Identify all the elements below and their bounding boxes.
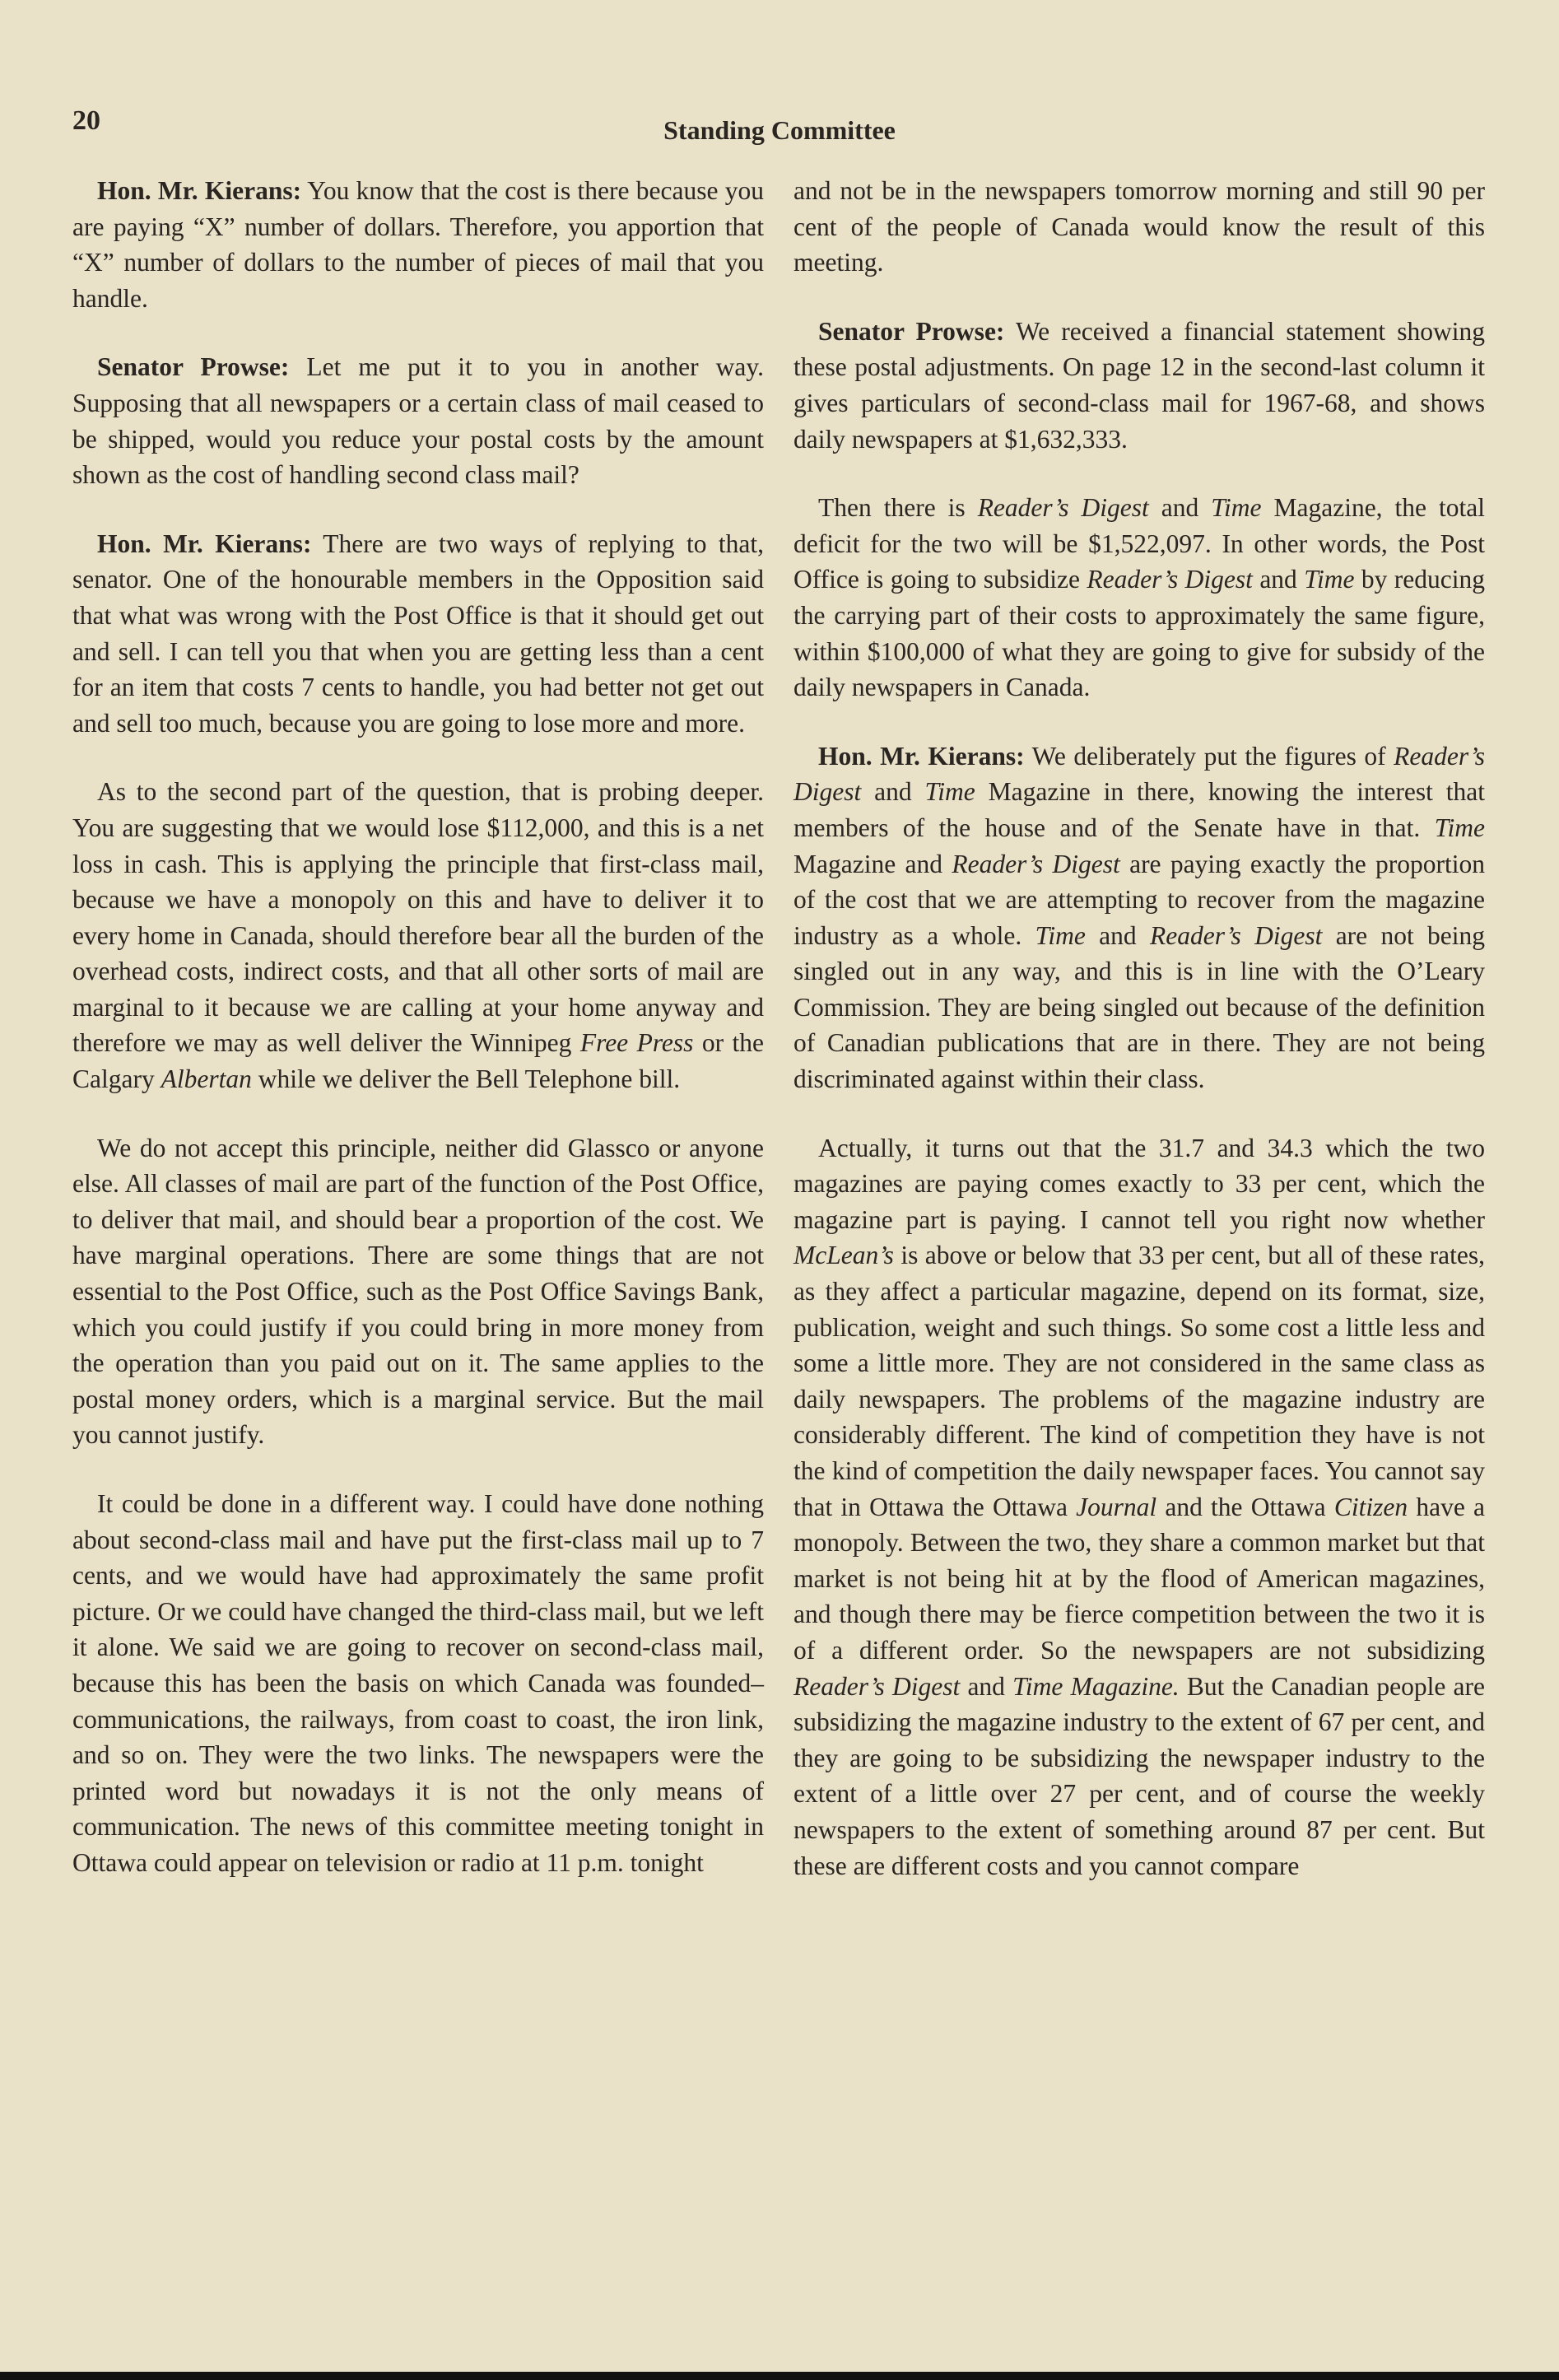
paragraph-text: and [1085,920,1150,950]
paragraph [72,1130,764,1453]
italic-title: Reader’s Digest [793,741,1485,807]
paragraph-text: As to the second part of the question, that is probing deeper. You are suggesting that we would lose $112,000, and this is a net loss in cash. This is applying the principle that first-class mail, because we have a monopoly on this and have to deliver it to every home in Canada, should therefore bear all the burden of the overhead costs, indirect costs, and that all other sorts of mail are marginal to it because we are calling at your home anyway and therefore we may as well deliver the Winnipeg [72,777,764,1058]
italic-title: Albertan [161,1064,252,1094]
paragraph-text: We received a financial statement showing these postal adjustments. On page 12 in the second-last column it gives particulars of second-class mail for 1967-68, and shows daily newspapers at $1,632,333. [793,316,1485,454]
speaker-name: Hon. Mr. Kierans: [818,741,1025,771]
paragraph-text: and [960,1671,1013,1701]
paragraph-text: But the Canadian people are subsidizing the magazine industry to the extent of 67 per cent, and they are going to be subsidizing the newspaper industry to the extent of a little over 27 per cent, and of course the weekly newspapers to the extent of something around 87 per cent. But these are different costs and you cannot compare [793,1671,1486,1880]
italic-title: Time [1304,565,1355,594]
paragraph [793,173,1485,281]
paragraph-text: Actually, it turns out that the 31.7 and 34.3 which the two magazines are paying comes exactly to 33 per cent, which the magazine part is paying. I cannot tell you right now whether [793,1133,1485,1234]
paragraph-text: There are two ways of replying to that, senator. One of the honourable members in the Opposition said that what was wrong with the Post Office is that it should get out and sell. I can tell you that when you are getting less than a cent for an item that costs 7 cents to handle, you had better not get out and sell too much, because you are going to lose more and more. [72,529,765,738]
italic-title: Time [1035,920,1086,950]
paragraph-text: and [1148,493,1212,523]
paragraph [72,774,764,1097]
paragraph-text: and [861,777,925,807]
paragraph [793,314,1485,457]
speaker-name: Hon. Mr. Kierans: [97,176,302,205]
paragraph-text: and [1252,565,1305,594]
italic-title: Reader’s Digest [952,849,1120,878]
paragraph-text: Let me put it to you in another way. Supposing that all newspapers or a certain class of mail ceased to be shipped, would you reduce your postal costs by the amount shown as the cost of handling second class mail? [72,352,764,490]
italic-title: Free Press [579,1028,694,1058]
paragraph-text: and the Ottawa [1156,1492,1334,1521]
paragraph-text: and not be in the newspapers tomorrow morning and still 90 per cent of the people of Canada would know the result of this meeting. [793,176,1485,277]
paragraph-text: is above or below that 33 per cent, but all of these rates, as they affect a particular magazine, depend on its format, size, publication, weight and such things. So some cost a little less and some a little more. They are not considered in the same class as daily newspapers. The problems of the magazine industry are considerably different. The kind of competition they have is not the kind of competition the daily newspaper faces. You cannot say that in Ottawa the Ottawa [793,1241,1485,1521]
italic-title: Reader’s Digest [1149,920,1323,950]
paragraph-text: Then there is [818,493,978,523]
paragraph [793,1130,1485,1884]
paragraph [72,1486,764,1881]
speaker-name: Senator Prowse: [818,316,1005,346]
italic-title: Reader’s Digest [793,1671,961,1701]
paragraph [72,173,764,316]
paragraph [793,490,1485,706]
paragraph-text: are not being singled out in any way, and this is in line with the O’Leary Commission. They are being singled out because of the definition of Canadian publications that are in there. They are not being discriminated against within their class. [793,920,1486,1094]
paragraph-text: by reducing the carrying part of their costs to approximately the same figure, within $100,000 of what they are going to give for subsidy of the daily newspapers in Canada. [793,565,1486,702]
italic-title: Citizen [1333,1492,1408,1521]
italic-title: Reader’s Digest [977,493,1149,523]
paragraph-text: It could be done in a different way. I could have done nothing about second-class mail and have put the first-class mail up to 7 cents, and we would have had approximately the same profit picture. Or we could have changed the third-class mail, but we left it alone. We said we are going to recover on second-class mail, because this has been the basis on which Canada was founded–communications, the railways, from coast to coast, the iron link, and so on. They were the two links. The newspapers were the printed word but nowadays it is not the only means of communication. The news of this committee meeting tonight in Ottawa could appear on television or radio at 11 p.m. tonight [72,1489,764,1877]
page-number: 20 [72,105,100,136]
right-column [793,173,1485,1917]
italic-title: Journal [1076,1492,1157,1521]
left-column [72,173,764,1914]
italic-title: Reader’s Digest [1087,565,1253,594]
paragraph-text: have a monopoly. Between the two, they share a common market but that market is not being hit at by the flood of American magazines, and though there may be fierce competition between the two it is of a different order. So the newspapers are not subsidizing [793,1492,1485,1665]
italic-title: Time [1211,493,1262,523]
paragraph-text: We do not accept this principle, neither did Glassco or anyone else. All classes of mail are part of the function of the Post Office, to deliver that mail, and should bear a proportion of the cost. We have marginal operations. There are some things that are not essential to the Post Office, such as the Post Office Savings Bank, which you could justify if you could bring in more money from the operation than you paid out on it. The same applies to the postal money orders, which is a marginal service. But the mail you cannot justify. [72,1133,764,1450]
italic-title: McLean’s [793,1241,894,1270]
speaker-name: Senator Prowse: [97,352,290,382]
paragraph-text: You know that the cost is there because you are paying “X” number of dollars. Therefore, you apportion that “X” number of dollars to the number of pieces of mail that you handle. [72,176,765,313]
paragraph [793,738,1485,1097]
paragraph-text: while we deliver the Bell Telephone bill. [251,1064,681,1094]
paragraph-text: Magazine, the total deficit for the two will be $1,522,097. In other words, the Post Office is going to subsidize [793,493,1486,594]
speaker-name: Hon. Mr. Kierans: [97,529,312,558]
paragraph-text: are paying exactly the proportion of the cost that we are attempting to recover from the magazine industry as a whole. [793,849,1486,950]
paragraph-text: or the Calgary [72,1028,764,1094]
paragraph-text: Magazine and [793,849,952,878]
paragraph [72,526,764,742]
italic-title: Time [924,777,975,807]
scan-edge [0,2372,1559,2380]
italic-title: Time [1434,813,1485,842]
paragraph [72,349,764,492]
running-head: Standing Committee [663,115,896,145]
italic-title: Time Magazine. [1012,1671,1180,1701]
paragraph-text: We deliberately put the figures of [1024,741,1394,771]
paragraph-text: Magazine in there, knowing the interest that members of the house and of the Senate have in that. [793,777,1485,842]
